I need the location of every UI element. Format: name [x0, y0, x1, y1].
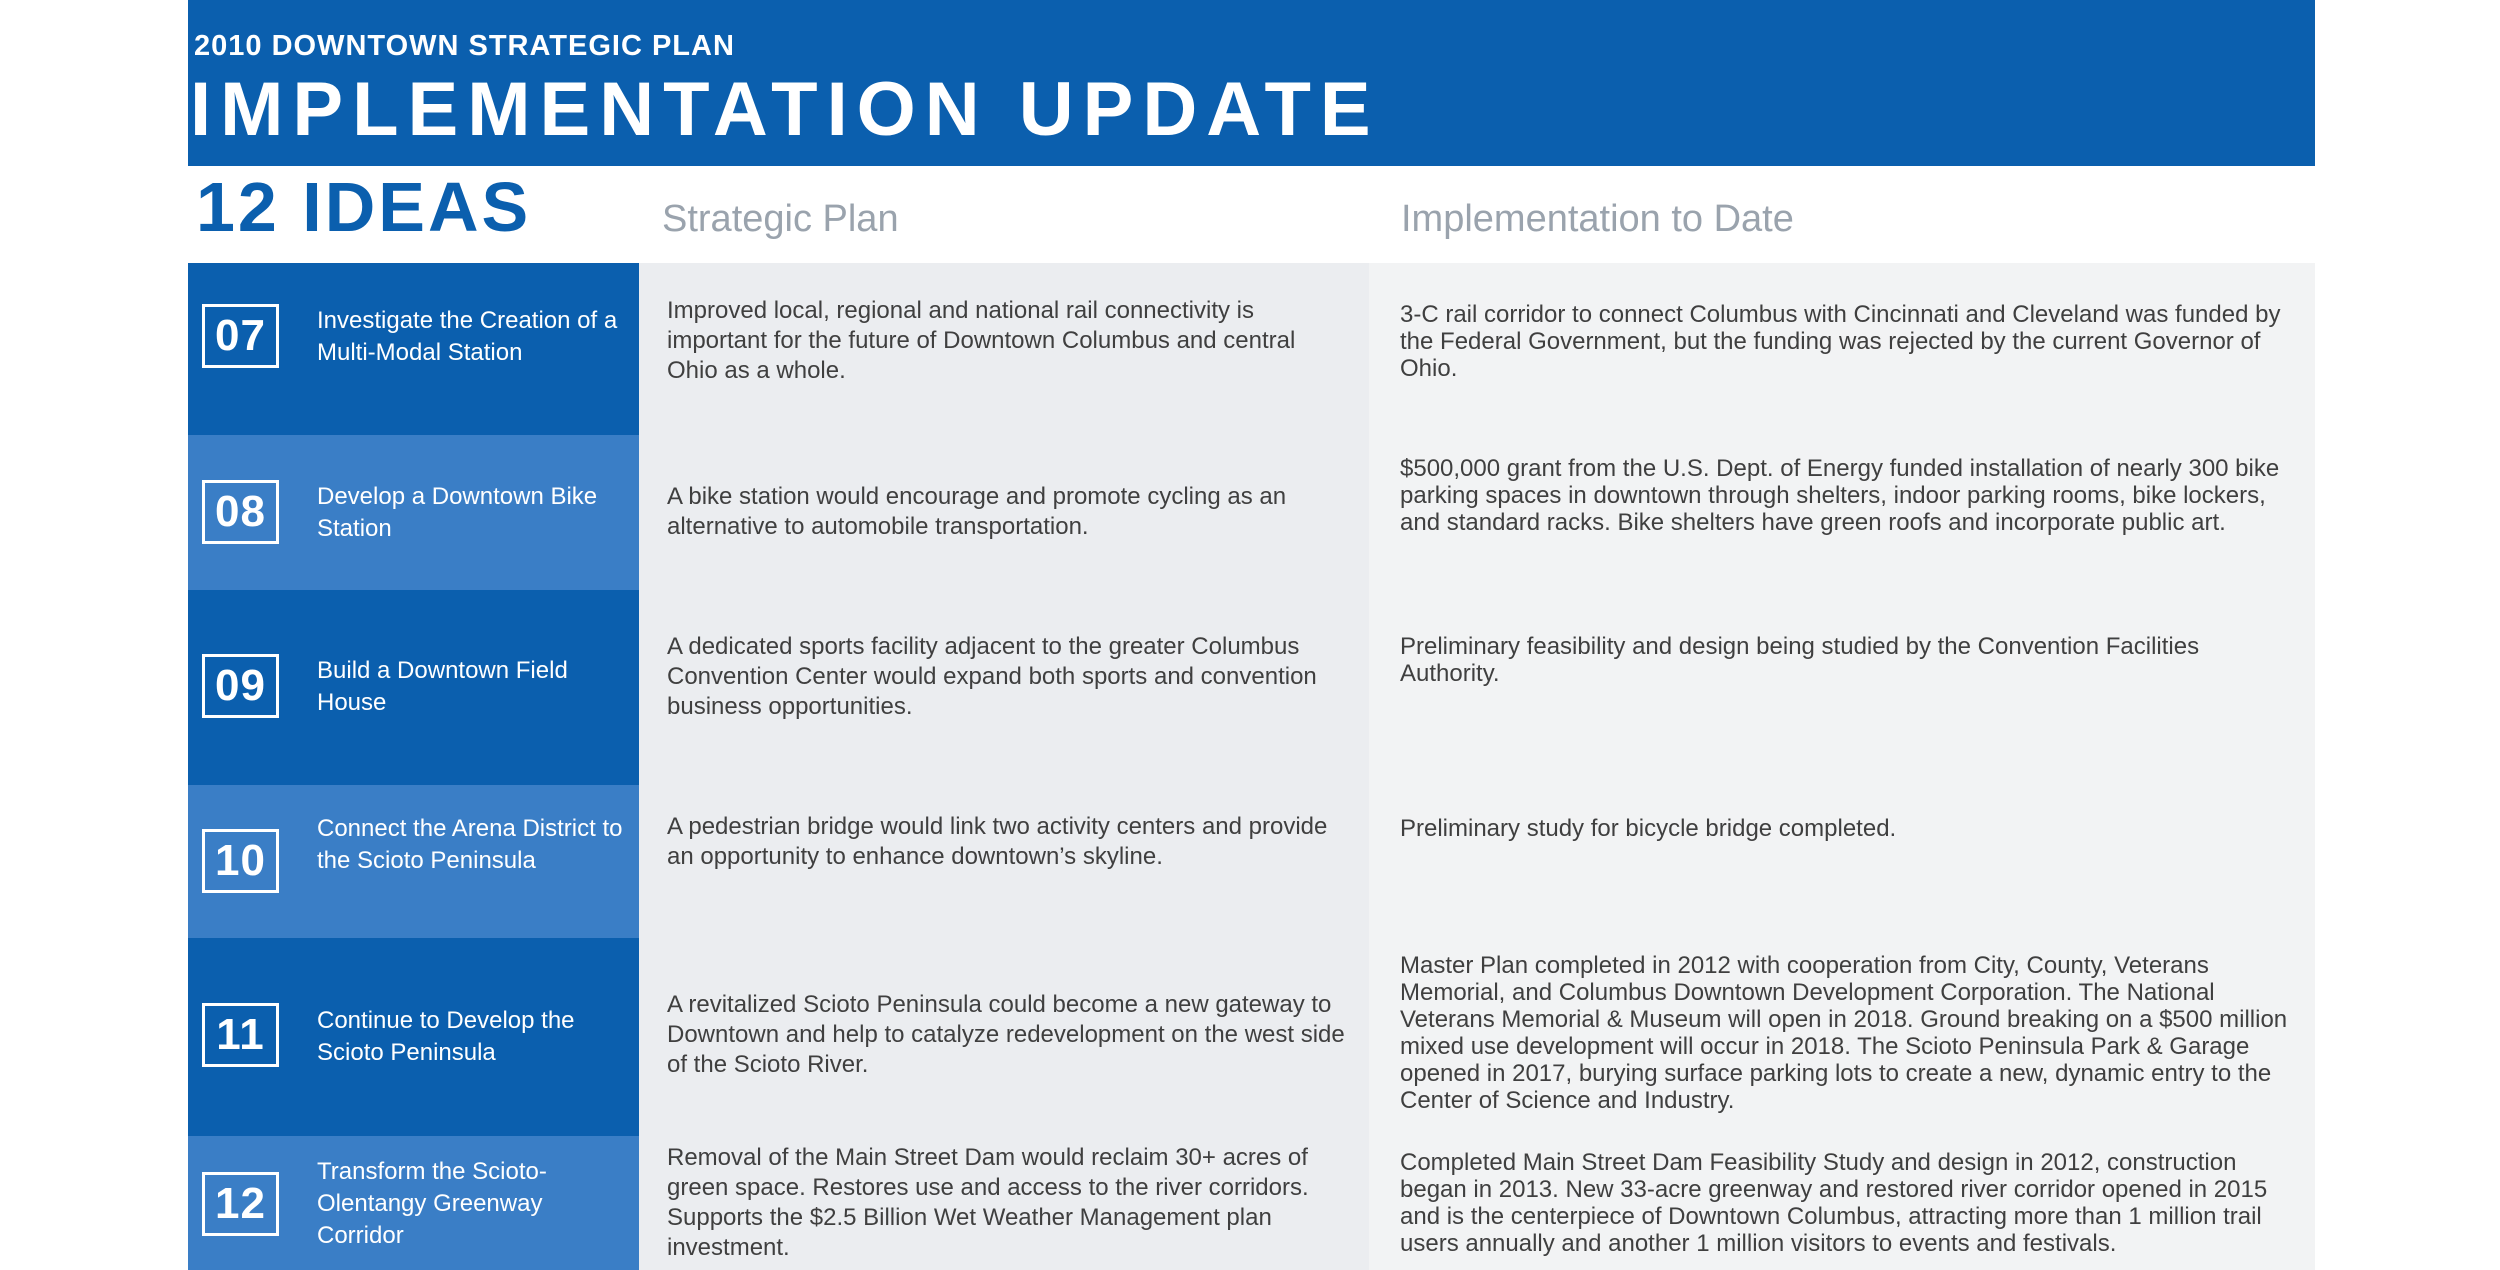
implementation-cell [1369, 785, 2315, 938]
strategic-plan-text: A bike station would encourage and promote cycling as an alternative to automobile transportation. [667, 483, 1287, 540]
idea-number: 12 [202, 1172, 279, 1236]
implementation-update-page [188, 0, 2315, 1270]
strategic-plan-cell [639, 938, 1369, 1136]
idea-number: 08 [202, 480, 279, 544]
idea-title: Build a Downtown Field House [317, 657, 568, 716]
idea-row-08 [188, 435, 2315, 590]
column-header-strategic-plan: Strategic Plan [662, 198, 899, 240]
idea-number: 11 [202, 1003, 279, 1067]
implementation-cell [1369, 435, 2315, 590]
idea-number: 07 [202, 304, 279, 368]
implementation-text: Preliminary feasibility and design being studied by the Convention Facilities Authority. [1400, 633, 2200, 687]
idea-row-12 [188, 1136, 2315, 1270]
idea-title: Connect the Arena District to the Scioto Peninsula [317, 815, 623, 874]
implementation-text: Completed Main Street Dam Feasibility Study and design in 2012, construction began in 2013. New 33-acre greenway and restored river corridor opened in 2015 and is the centerpiece of Downtown Columbus, attracting more than 1 million trail users annually and another 1 million visitors to events and festivals. [1400, 1149, 2268, 1257]
strategic-plan-cell [639, 435, 1369, 590]
idea-row-07 [188, 263, 2315, 435]
strategic-plan-text: Improved local, regional and national rail connectivity is important for the future of Downtown Columbus and central Ohio as a whole. [667, 297, 1296, 384]
strategic-plan-cell [639, 263, 1369, 435]
implementation-cell [1369, 590, 2315, 785]
column-header-implementation: Implementation to Date [1401, 198, 1794, 240]
idea-title: Develop a Downtown Bike Station [317, 483, 598, 542]
strategic-plan-cell [639, 1136, 1369, 1270]
header-kicker: 2010 DOWNTOWN STRATEGIC PLAN [194, 30, 735, 62]
implementation-text: $500,000 grant from the U.S. Dept. of Energy funded installation of nearly 300 bike parking spaces in downtown through shelters, indoor parking rooms, bike lockers, and standard racks. Bike shelters have green roofs and incorporate public art. [1400, 455, 2280, 536]
strategic-plan-text: A revitalized Scioto Peninsula could become a new gateway to Downtown and help to catalyze redevelopment on the west side of the Scioto River. [667, 991, 1345, 1078]
strategic-plan-text: Removal of the Main Street Dam would reclaim 30+ acres of green space. Restores use and access to the river corridors. Supports the $2.5 Billion Wet Weather Management plan investment. [667, 1144, 1309, 1261]
header-title: IMPLEMENTATION UPDATE [190, 67, 1380, 152]
ideas-label: 12 IDEAS [196, 168, 532, 246]
idea-title: Transform the Scioto-Olentangy Greenway Corridor [317, 1158, 547, 1249]
idea-number: 09 [202, 654, 279, 718]
strategic-plan-cell [639, 785, 1369, 938]
implementation-text: Master Plan completed in 2012 with cooperation from City, County, Veterans Memorial, and Columbus Downtown Development Corporation. The National Veterans Memorial & Museum will open in 2018. Ground breaking on a $500 million mixed use development will occur in 2018. The Scioto Peninsula Park & Garage opened in 2017, burying surface parking lots to create a new, dynamic entry to the Center of Science and Industry. [1400, 952, 2288, 1114]
implementation-cell [1369, 1136, 2315, 1270]
idea-row-11 [188, 938, 2315, 1136]
implementation-cell [1369, 938, 2315, 1136]
implementation-text: 3-C rail corridor to connect Columbus with Cincinnati and Cleveland was funded by the Federal Government, but the funding was rejected by the current Governor of Ohio. [1400, 301, 2281, 382]
idea-title: Investigate the Creation of a Multi-Modal Station [317, 307, 618, 366]
implementation-cell [1369, 263, 2315, 435]
idea-cell [188, 590, 639, 785]
idea-cell [188, 435, 639, 590]
strategic-plan-text: A pedestrian bridge would link two activity centers and provide an opportunity to enhance downtown’s skyline. [667, 813, 1328, 870]
idea-row-09 [188, 590, 2315, 785]
header-banner [188, 0, 2315, 166]
idea-row-10 [188, 785, 2315, 938]
strategic-plan-cell [639, 590, 1369, 785]
idea-cell [188, 938, 639, 1136]
idea-title: Continue to Develop the Scioto Peninsula [317, 1007, 575, 1066]
strategic-plan-text: A dedicated sports facility adjacent to the greater Columbus Convention Center would expand both sports and convention business opportunities. [667, 633, 1317, 720]
implementation-text: Preliminary study for bicycle bridge completed. [1400, 815, 1897, 842]
idea-number: 10 [202, 829, 279, 893]
idea-cell [188, 263, 639, 435]
idea-cell [188, 1136, 639, 1270]
idea-cell [188, 785, 639, 938]
